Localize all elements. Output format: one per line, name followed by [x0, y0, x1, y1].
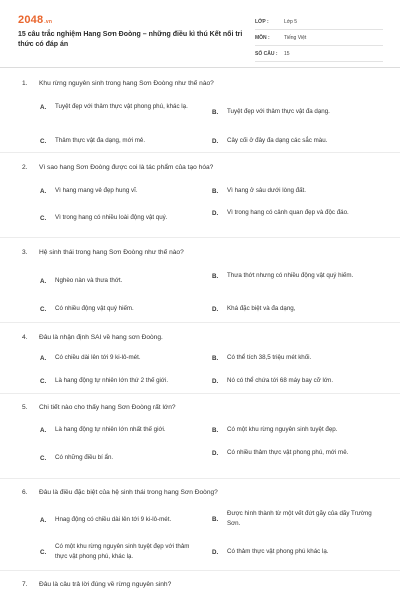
- option-text: Vì trong hang có nhiều loài động vật quý.: [55, 214, 168, 221]
- logo-suffix: .vn: [44, 19, 53, 25]
- header-divider: [0, 67, 400, 68]
- option-letter: C.: [40, 137, 47, 145]
- document-meta: [255, 14, 383, 62]
- option-text: Được hình thành từ một vết đứt gãy của dãy Trường Sơn.: [227, 510, 372, 527]
- option-c[interactable]: [40, 453, 200, 463]
- option-d[interactable]: [212, 376, 372, 386]
- option-c[interactable]: [40, 213, 200, 223]
- question-divider: [0, 322, 400, 323]
- option-d[interactable]: [212, 208, 372, 218]
- option-letter: D.: [212, 377, 219, 385]
- option-c[interactable]: [40, 376, 200, 386]
- option-text: Vì hang ở sâu dưới lòng đất.: [227, 187, 306, 194]
- option-text: Thảm thực vật đa dạng, mới mẻ.: [55, 137, 146, 144]
- option-text: Thưa thớt nhưng có nhiều động vật quý hiếm.: [227, 272, 354, 279]
- option-a[interactable]: [40, 515, 200, 525]
- option-letter: B.: [212, 515, 219, 523]
- question-divider: [0, 152, 400, 153]
- option-c[interactable]: [40, 304, 200, 314]
- option-letter: C.: [40, 377, 47, 385]
- question-text: [22, 489, 218, 496]
- option-text: Là hang động tự nhiên lớn thứ 2 thế giới.: [55, 377, 169, 384]
- question-number: 6.: [22, 489, 28, 496]
- question-text: [22, 404, 176, 411]
- option-text: Có nhiều thảm thực vật phong phú, mới mẻ.: [227, 449, 349, 456]
- question-prompt: Đâu là nhận định SAI về hang sơn Đoòng.: [39, 334, 163, 341]
- option-text: Khá đặc biệt và đa dạng,: [227, 305, 296, 312]
- option-letter: C.: [40, 214, 47, 222]
- option-text: Vì hang mang vẻ đẹp hung vĩ.: [55, 187, 138, 194]
- question-number: 5.: [22, 404, 28, 411]
- option-text: Có thể tích 38,5 triệu mét khối.: [227, 354, 312, 361]
- option-letter: C.: [40, 454, 47, 462]
- meta-subject-value: Tiếng Việt: [284, 34, 307, 41]
- option-letter: A.: [40, 516, 47, 524]
- option-b[interactable]: [212, 107, 372, 117]
- question-prompt: Chi tiết nào cho thấy hang Sơn Đoòng rất lớn?: [39, 404, 176, 411]
- option-b[interactable]: [212, 186, 372, 196]
- option-letter: B.: [212, 354, 219, 362]
- option-letter: D.: [212, 305, 219, 313]
- option-text: Tuyệt đẹp với thảm thực vật phong phú, khác lạ.: [55, 103, 188, 110]
- question-number: 7.: [22, 581, 28, 588]
- question-number: 2.: [22, 164, 28, 171]
- question-text: [22, 581, 171, 588]
- option-letter: A.: [40, 426, 47, 434]
- question-number: 1.: [22, 80, 28, 87]
- option-text: Cây cối ở đây đa dạng các sắc màu.: [227, 137, 328, 144]
- question-prompt: Khu rừng nguyên sinh trong hang Sơn Đoòng như thế nào?: [39, 80, 214, 87]
- question-prompt: Đâu là câu trả lời đúng về rừng nguyên sinh?: [39, 581, 172, 588]
- option-letter: A.: [40, 277, 47, 285]
- option-letter: D.: [212, 449, 219, 457]
- question-divider: [0, 478, 400, 479]
- option-letter: C.: [40, 548, 47, 556]
- option-b[interactable]: [212, 271, 372, 281]
- option-a[interactable]: [40, 102, 200, 112]
- question-prompt: Vì sao hang Sơn Đoòng được coi là tác phẩm của tạo hóa?: [39, 164, 214, 171]
- document-title: 15 câu trắc nghiệm Hang Sơn Đoòng – những điều kì thú Kết nối tri thức có đáp án: [18, 31, 243, 48]
- question-text: [22, 80, 214, 87]
- meta-grade-label: LỚP :: [255, 18, 269, 25]
- question-divider: [0, 237, 400, 238]
- document-header: [0, 0, 400, 70]
- option-letter: A.: [40, 354, 47, 362]
- option-text: Có một khu rừng nguyên sinh tuyệt đẹp.: [227, 426, 338, 433]
- question-prompt: Hệ sinh thái trong hang Sơn Đoòng như thế nào?: [39, 249, 184, 256]
- option-text: Có thảm thực vật phong phú khác lạ.: [227, 548, 329, 555]
- meta-subject-label: MÔN :: [255, 34, 270, 41]
- option-letter: D.: [212, 209, 219, 217]
- option-d[interactable]: [212, 448, 372, 458]
- option-d[interactable]: [212, 304, 372, 314]
- option-text: Nghèo nàn và thưa thớt.: [55, 277, 123, 284]
- option-letter: C.: [40, 305, 47, 313]
- option-letter: D.: [212, 137, 219, 145]
- meta-count-value: 15: [284, 50, 290, 57]
- question-text: [22, 164, 213, 171]
- question-number: 3.: [22, 249, 28, 256]
- option-letter: A.: [40, 187, 47, 195]
- site-logo[interactable]: [18, 14, 52, 26]
- option-letter: B.: [212, 426, 219, 434]
- option-text: Vì trong hang có cảnh quan đẹp và độc đáo.: [227, 209, 349, 216]
- option-d[interactable]: [212, 136, 372, 146]
- meta-grade-row: [255, 14, 383, 30]
- question-divider: [0, 570, 400, 571]
- question-divider: [0, 393, 400, 394]
- question-text: [22, 249, 184, 256]
- option-text: Tuyệt đẹp với thảm thực vật đa dạng.: [227, 108, 330, 115]
- option-a[interactable]: [40, 425, 200, 435]
- option-letter: B.: [212, 108, 219, 116]
- option-a[interactable]: [40, 276, 200, 286]
- question-number: 4.: [22, 334, 28, 341]
- option-c[interactable]: [40, 136, 200, 146]
- option-b[interactable]: [212, 509, 372, 529]
- question-text: [22, 334, 163, 341]
- meta-grade-value: Lớp 5: [284, 18, 298, 25]
- logo-main: 2048: [18, 14, 44, 26]
- option-text: Có những điều bí ẩn.: [55, 454, 114, 461]
- meta-subject-row: [255, 30, 383, 46]
- option-letter: D.: [212, 548, 219, 556]
- option-text: Hnag động có chiều dài lên tới 9 ki-lô-mét.: [55, 516, 172, 523]
- option-letter: B.: [212, 187, 219, 195]
- meta-count-row: [255, 46, 383, 62]
- option-c[interactable]: [40, 542, 200, 562]
- question-prompt: Đâu là điều đặc biệt của hệ sinh thái trong hang Sơn Đoòng?: [39, 489, 218, 496]
- meta-count-label: SỐ CÂU :: [255, 50, 278, 57]
- option-letter: B.: [212, 272, 219, 280]
- option-a[interactable]: [40, 186, 200, 196]
- option-text: Có một khu rừng nguyên sinh tuyệt đẹp với thảm thực vật phong phú, khác lạ.: [55, 543, 190, 560]
- option-text: Là hang động tự nhiên lớn nhất thế giới.: [55, 426, 166, 433]
- option-text: Có chiều dài lên tới 9 ki-lô-mét.: [55, 354, 141, 361]
- option-text: Nó có thể chứa tới 68 máy bay cỡ lớn.: [227, 377, 334, 384]
- option-letter: A.: [40, 103, 47, 111]
- option-text: Có nhiều động vật quý hiếm.: [55, 305, 134, 312]
- option-b[interactable]: [212, 425, 372, 435]
- option-b[interactable]: [212, 353, 372, 363]
- option-a[interactable]: [40, 353, 200, 363]
- option-d[interactable]: [212, 547, 372, 557]
